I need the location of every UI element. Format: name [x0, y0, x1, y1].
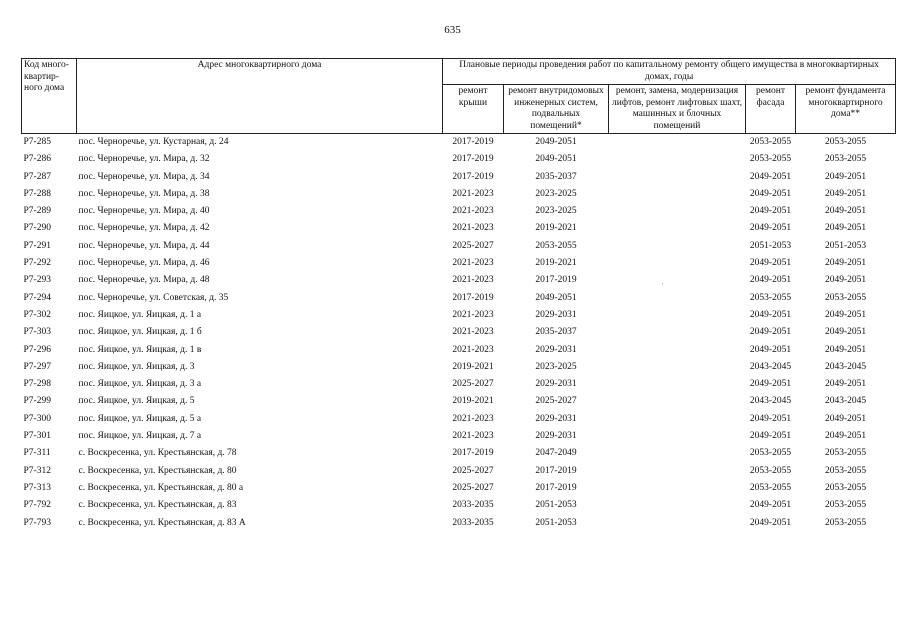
table-row — [22, 134, 896, 152]
cell-lifts — [609, 463, 746, 480]
cell-engineering: 2017-2019 — [535, 482, 577, 493]
cell-address: пос. Черноречье, ул. Мира, д. 44 — [78, 240, 210, 251]
cell-code: Р7-288 — [23, 188, 51, 199]
table-row — [22, 220, 896, 237]
cell-foundation: 2049-2051 — [824, 327, 867, 338]
cell-foundation: 2043-2045 — [824, 396, 867, 407]
table-row — [22, 411, 896, 428]
page-number: 635 — [444, 24, 461, 36]
cell-address: пос. Яицкое, ул. Яицкая, д. 1 б — [78, 327, 202, 338]
cell-engineering: 2017-2019 — [535, 465, 577, 476]
cell-address: пос. Черноречье, ул. Мира, д. 42 — [78, 223, 210, 234]
cell-code: Р7-302 — [23, 309, 51, 320]
header-row-top — [22, 59, 896, 85]
cell-roof: 2017-2019 — [452, 292, 494, 303]
cell-foundation: 2049-2051 — [824, 206, 867, 217]
cell-engineering: 2049-2051 — [535, 154, 577, 165]
cell-lifts — [609, 220, 746, 237]
cell-address: пос. Яицкое, ул. Яицкая, д. 7 а — [78, 431, 202, 442]
cell-lifts — [609, 428, 746, 445]
cell-facade: 2049-2051 — [749, 379, 792, 390]
cell-roof: 2021-2023 — [452, 258, 494, 269]
cell-foundation: 2053-2055 — [824, 465, 867, 476]
cell-lifts — [609, 134, 746, 152]
cell-roof: 2021-2023 — [452, 223, 494, 234]
cell-facade: 2053-2055 — [749, 482, 792, 493]
header-roof: ремонт крыши — [443, 85, 504, 134]
cell-code: Р7-300 — [23, 413, 51, 424]
cell-facade: 2049-2051 — [749, 258, 792, 269]
cell-engineering: 2051-2053 — [535, 517, 577, 528]
cell-roof: 2021-2023 — [452, 309, 494, 320]
cell-engineering: 2023-2025 — [535, 361, 577, 372]
cell-engineering: 2019-2021 — [535, 223, 577, 234]
header-foundation: ремонт фундамента многоквартирного дома** — [796, 85, 896, 134]
cell-code: Р7-299 — [23, 396, 51, 407]
cell-roof: 2021-2023 — [452, 327, 494, 338]
cell-address: с. Воскресенка, ул. Крестьянская, д. 80 — [78, 465, 237, 476]
cell-code: Р7-313 — [23, 482, 51, 493]
cell-roof: 2021-2023 — [452, 413, 494, 424]
cell-lifts — [609, 307, 746, 324]
cell-code: Р7-292 — [23, 258, 51, 269]
cell-foundation: 2049-2051 — [824, 258, 867, 269]
cell-code: Р7-293 — [23, 275, 51, 286]
cell-address: пос. Черноречье, ул. Мира, д. 34 — [78, 171, 210, 182]
header-periods: Плановые периоды проведения работ по капитальному ремонту общего имущества в многоквартирных домах, годы — [443, 59, 896, 85]
table-row — [22, 169, 896, 186]
cell-lifts — [609, 169, 746, 186]
cell-code: Р7-298 — [23, 379, 51, 390]
cell-lifts — [609, 445, 746, 462]
cell-roof: 2021-2023 — [452, 275, 494, 286]
cell-engineering: 2047-2049 — [535, 448, 577, 459]
cell-address: с. Воскресенка, ул. Крестьянская, д. 83 А — [78, 517, 246, 528]
cell-lifts — [609, 151, 746, 168]
cell-code: Р7-301 — [23, 431, 51, 442]
table-row — [22, 203, 896, 220]
cell-engineering: 2023-2025 — [535, 206, 577, 217]
cell-lifts — [609, 290, 746, 307]
cell-roof: 2025-2027 — [452, 240, 494, 251]
cell-engineering: 2029-2031 — [535, 309, 577, 320]
cell-foundation: 2053-2055 — [824, 482, 867, 493]
scan-speck — [662, 283, 663, 284]
cell-address: пос. Черноречье, ул. Мира, д. 32 — [78, 154, 210, 165]
cell-address: пос. Черноречье, ул. Советская, д. 35 — [78, 292, 229, 303]
cell-facade: 2043-2045 — [749, 396, 792, 407]
cell-code: Р7-287 — [23, 171, 51, 182]
table-row — [22, 255, 896, 272]
cell-foundation: 2049-2051 — [824, 275, 867, 286]
cell-address: пос. Черноречье, ул. Мира, д. 46 — [78, 258, 210, 269]
cell-engineering: 2029-2031 — [535, 379, 577, 390]
cell-facade: 2051-2053 — [749, 240, 792, 251]
cell-lifts — [609, 324, 746, 341]
header-code: Код много-квартир-ного дома — [22, 59, 77, 134]
cell-code: Р7-285 — [23, 137, 51, 147]
cell-lifts — [609, 342, 746, 359]
cell-code: Р7-289 — [23, 206, 51, 217]
cell-foundation: 2049-2051 — [824, 309, 867, 320]
table-row — [22, 359, 896, 376]
cell-address: пос. Яицкое, ул. Яицкая, д. 5 а — [78, 413, 202, 424]
cell-engineering: 2029-2031 — [535, 344, 577, 355]
table-body — [22, 134, 896, 532]
cell-code: Р7-291 — [23, 240, 51, 251]
cell-facade: 2049-2051 — [749, 413, 792, 424]
table-row — [22, 324, 896, 341]
header-lifts: ремонт, замена, модернизация лифтов, ремонт лифтовых шахт, машинных и блочных помещений — [609, 85, 746, 134]
cell-engineering: 2035-2037 — [535, 171, 577, 182]
table-row — [22, 151, 896, 168]
cell-foundation: 2049-2051 — [824, 171, 867, 182]
cell-address: пос. Яицкое, ул. Яицкая, д. 3 — [78, 361, 195, 372]
cell-foundation: 2053-2055 — [824, 292, 867, 303]
table-row — [22, 238, 896, 255]
cell-engineering: 2029-2031 — [535, 431, 577, 442]
cell-lifts — [609, 238, 746, 255]
cell-address: пос. Яицкое, ул. Яицкая, д. 5 — [78, 396, 195, 407]
cell-code: Р7-312 — [23, 465, 51, 476]
cell-facade: 2049-2051 — [749, 188, 792, 199]
cell-foundation: 2049-2051 — [824, 413, 867, 424]
cell-address: с. Воскресенка, ул. Крестьянская, д. 78 — [78, 448, 237, 459]
cell-facade: 2049-2051 — [749, 309, 792, 320]
cell-engineering: 2025-2027 — [535, 396, 577, 407]
cell-lifts — [609, 359, 746, 376]
cell-address: пос. Черноречье, ул. Кустарная, д. 24 — [78, 137, 229, 147]
cell-engineering: 2019-2021 — [535, 258, 577, 269]
cell-facade: 2049-2051 — [749, 431, 792, 442]
table-row — [22, 497, 896, 514]
cell-address: пос. Яицкое, ул. Яицкая, д. 1 а — [78, 309, 202, 320]
cell-code: Р7-294 — [23, 292, 51, 303]
cell-address: с. Воскресенка, ул. Крестьянская, д. 83 — [78, 500, 237, 511]
cell-code: Р7-290 — [23, 223, 51, 234]
cell-roof: 2021-2023 — [452, 188, 494, 199]
cell-foundation: 2053-2055 — [824, 517, 867, 528]
cell-roof: 2017-2019 — [452, 171, 494, 182]
cell-lifts — [609, 203, 746, 220]
cell-address: пос. Яицкое, ул. Яицкая, д. 3 а — [78, 379, 202, 390]
cell-facade: 2049-2051 — [749, 171, 792, 182]
cell-foundation: 2053-2055 — [824, 154, 867, 165]
header-engineering: ремонт внутридомовых инженерных систем, подвальных помещений* — [504, 85, 609, 134]
table-row — [22, 445, 896, 462]
cell-roof: 2021-2023 — [452, 344, 494, 355]
table-row — [22, 307, 896, 324]
cell-lifts — [609, 497, 746, 514]
table-row — [22, 428, 896, 445]
cell-facade: 2049-2051 — [749, 206, 792, 217]
cell-roof: 2017-2019 — [452, 154, 494, 165]
cell-facade: 2049-2051 — [749, 517, 792, 528]
cell-engineering: 2053-2055 — [535, 240, 577, 251]
cell-address: пос. Черноречье, ул. Мира, д. 48 — [78, 275, 210, 286]
cell-roof: 2017-2019 — [452, 137, 494, 147]
cell-engineering: 2051-2053 — [535, 500, 577, 511]
table-row — [22, 463, 896, 480]
cell-lifts — [609, 411, 746, 428]
cell-facade: 2053-2055 — [749, 465, 792, 476]
cell-roof: 2019-2021 — [452, 396, 494, 407]
cell-facade: 2053-2055 — [749, 137, 792, 147]
cell-lifts — [609, 393, 746, 410]
table-row — [22, 290, 896, 307]
cell-foundation: 2049-2051 — [824, 431, 867, 442]
cell-roof: 2021-2023 — [452, 206, 494, 217]
cell-address: с. Воскресенка, ул. Крестьянская, д. 80 а — [78, 482, 244, 493]
table-row — [22, 186, 896, 203]
cell-foundation: 2051-2053 — [824, 240, 867, 251]
cell-facade: 2049-2051 — [749, 327, 792, 338]
cell-lifts — [609, 515, 746, 532]
cell-facade: 2049-2051 — [749, 344, 792, 355]
cell-code: Р7-297 — [23, 361, 51, 372]
cell-code: Р7-793 — [23, 517, 51, 528]
cell-foundation: 2049-2051 — [824, 223, 867, 234]
cell-foundation: 2053-2055 — [824, 448, 867, 459]
table-row — [22, 342, 896, 359]
table-row — [22, 480, 896, 497]
cell-facade: 2049-2051 — [749, 275, 792, 286]
cell-code: Р7-296 — [23, 344, 51, 355]
cell-foundation: 2049-2051 — [824, 344, 867, 355]
cell-facade: 2049-2051 — [749, 500, 792, 511]
cell-code: Р7-792 — [23, 500, 51, 511]
table-header — [22, 59, 896, 134]
cell-foundation: 2053-2055 — [824, 500, 867, 511]
table-row — [22, 376, 896, 393]
table-row — [22, 515, 896, 532]
table-row — [22, 393, 896, 410]
cell-roof: 2025-2027 — [452, 379, 494, 390]
cell-roof: 2025-2027 — [452, 465, 494, 476]
cell-engineering: 2035-2037 — [535, 327, 577, 338]
cell-code: Р7-311 — [23, 448, 51, 459]
cell-facade: 2053-2055 — [749, 154, 792, 165]
cell-lifts — [609, 186, 746, 203]
header-facade: ремонт фасада — [746, 85, 796, 134]
table-row — [22, 272, 896, 289]
cell-facade: 2049-2051 — [749, 223, 792, 234]
cell-lifts — [609, 272, 746, 289]
capital-repair-table — [21, 58, 896, 532]
cell-lifts — [609, 376, 746, 393]
cell-address: пос. Черноречье, ул. Мира, д. 38 — [78, 188, 210, 199]
cell-foundation: 2043-2045 — [824, 361, 867, 372]
cell-foundation: 2049-2051 — [824, 188, 867, 199]
cell-facade: 2053-2055 — [749, 292, 792, 303]
cell-roof: 2019-2021 — [452, 361, 494, 372]
cell-engineering: 2029-2031 — [535, 413, 577, 424]
cell-engineering: 2017-2019 — [535, 275, 577, 286]
cell-roof: 2033-2035 — [452, 500, 494, 511]
cell-address: пос. Яицкое, ул. Яицкая, д. 1 в — [78, 344, 202, 355]
cell-code: Р7-303 — [23, 327, 51, 338]
cell-facade: 2043-2045 — [749, 361, 792, 372]
cell-engineering: 2023-2025 — [535, 188, 577, 199]
cell-address: пос. Черноречье, ул. Мира, д. 40 — [78, 206, 210, 217]
cell-roof: 2025-2027 — [452, 482, 494, 493]
header-address: Адрес многоквартирного дома — [77, 59, 443, 134]
cell-roof: 2021-2023 — [452, 431, 494, 442]
cell-engineering: 2049-2051 — [535, 137, 577, 147]
cell-lifts — [609, 480, 746, 497]
cell-foundation: 2049-2051 — [824, 379, 867, 390]
cell-engineering: 2049-2051 — [535, 292, 577, 303]
cell-code: Р7-286 — [23, 154, 51, 165]
cell-foundation: 2053-2055 — [824, 137, 867, 147]
cell-roof: 2033-2035 — [452, 517, 494, 528]
cell-roof: 2017-2019 — [452, 448, 494, 459]
cell-facade: 2053-2055 — [749, 448, 792, 459]
cell-lifts — [609, 255, 746, 272]
